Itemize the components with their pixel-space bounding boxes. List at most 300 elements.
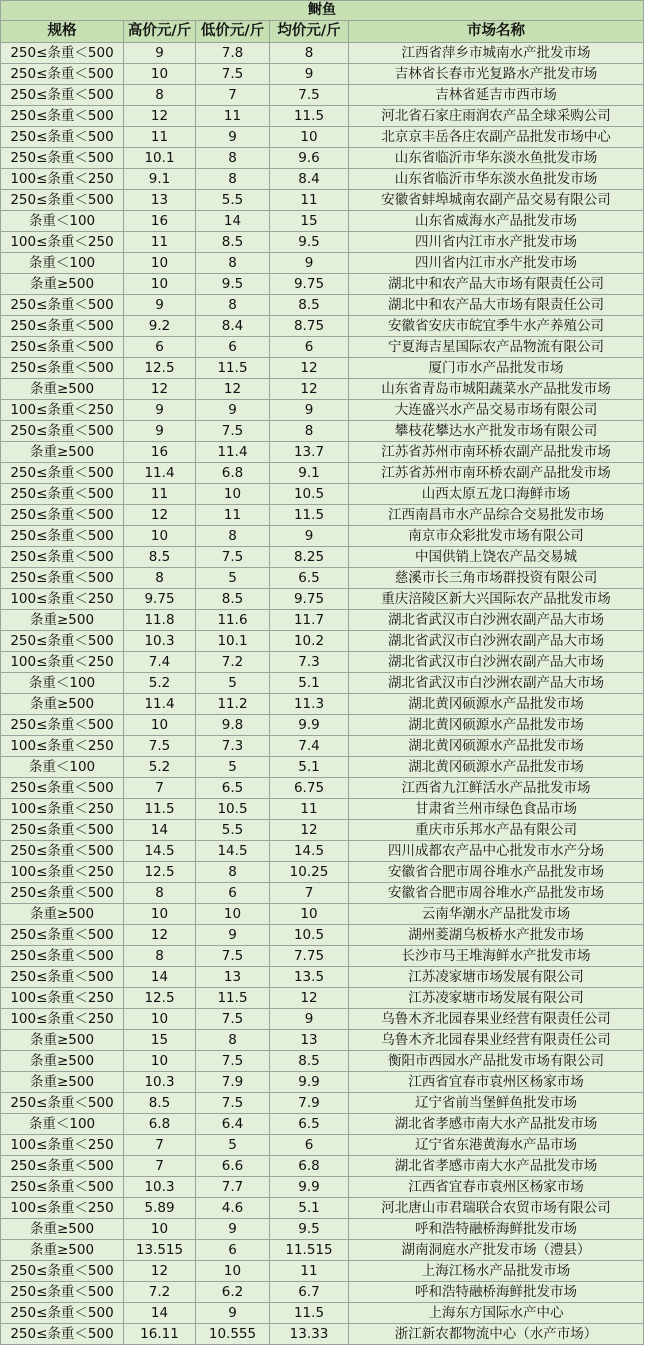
cell-high-price: 9 [124, 400, 196, 421]
cell-low-price: 9 [196, 400, 270, 421]
table-row [1, 484, 644, 505]
cell-spec: 100≤条重＜250 [1, 799, 124, 820]
table-body [1, 43, 644, 1345]
cell-avg-price: 6.8 [270, 1156, 349, 1177]
table-row [1, 85, 644, 106]
column-header-high-price: 高价元/斤 [124, 21, 196, 43]
cell-spec: 100≤条重＜250 [1, 400, 124, 421]
cell-low-price: 5 [196, 757, 270, 778]
cell-market: 四川省内江市水产批发市场 [349, 232, 644, 253]
cell-spec: 条重≥500 [1, 1240, 124, 1261]
table-row [1, 673, 644, 694]
cell-market: 长沙市马王堆海鲜水产批发市场 [349, 946, 644, 967]
cell-high-price: 5.89 [124, 1198, 196, 1219]
cell-low-price: 7 [196, 85, 270, 106]
cell-spec: 250≤条重＜500 [1, 778, 124, 799]
cell-spec: 条重≥500 [1, 610, 124, 631]
cell-low-price: 10.1 [196, 631, 270, 652]
cell-low-price: 8 [196, 526, 270, 547]
cell-high-price: 12 [124, 379, 196, 400]
table-row [1, 421, 644, 442]
cell-low-price: 10 [196, 484, 270, 505]
cell-avg-price: 6 [270, 337, 349, 358]
cell-market: 上海江杨水产品批发市场 [349, 1261, 644, 1282]
cell-avg-price: 9.9 [270, 1177, 349, 1198]
cell-high-price: 11 [124, 484, 196, 505]
cell-high-price: 13.515 [124, 1240, 196, 1261]
cell-spec: 250≤条重＜500 [1, 841, 124, 862]
cell-avg-price: 9.9 [270, 1072, 349, 1093]
cell-high-price: 10.1 [124, 148, 196, 169]
cell-high-price: 8.5 [124, 547, 196, 568]
cell-avg-price: 11 [270, 1261, 349, 1282]
cell-avg-price: 8.25 [270, 547, 349, 568]
cell-low-price: 11.5 [196, 358, 270, 379]
table-row [1, 1324, 644, 1345]
cell-market: 宁夏海吉星国际农产品物流有限公司 [349, 337, 644, 358]
cell-spec: 条重＜100 [1, 1114, 124, 1135]
cell-spec: 250≤条重＜500 [1, 568, 124, 589]
cell-high-price: 7 [124, 778, 196, 799]
table-row [1, 988, 644, 1009]
cell-market: 湖州菱湖乌板桥水产批发市场 [349, 925, 644, 946]
cell-avg-price: 10 [270, 127, 349, 148]
cell-high-price: 12.5 [124, 358, 196, 379]
cell-avg-price: 12 [270, 988, 349, 1009]
cell-avg-price: 7.5 [270, 85, 349, 106]
cell-avg-price: 7.3 [270, 652, 349, 673]
cell-low-price: 10 [196, 1261, 270, 1282]
cell-avg-price: 8.5 [270, 1051, 349, 1072]
cell-avg-price: 12 [270, 379, 349, 400]
cell-market: 江西省宜春市袁州区杨家市场 [349, 1177, 644, 1198]
table-row [1, 295, 644, 316]
cell-low-price: 8.4 [196, 316, 270, 337]
cell-high-price: 10.3 [124, 1072, 196, 1093]
cell-market: 山东省威海水产品批发市场 [349, 211, 644, 232]
cell-market: 湖北黄冈硕源水产品批发市场 [349, 715, 644, 736]
cell-low-price: 7.5 [196, 64, 270, 85]
cell-market: 山东省临沂市华东淡水鱼批发市场 [349, 169, 644, 190]
cell-low-price: 9 [196, 925, 270, 946]
cell-spec: 100≤条重＜250 [1, 988, 124, 1009]
cell-avg-price: 11.5 [270, 1303, 349, 1324]
cell-low-price: 11 [196, 106, 270, 127]
cell-high-price: 11.8 [124, 610, 196, 631]
cell-market: 云南华潮水产品批发市场 [349, 904, 644, 925]
cell-spec: 条重≥500 [1, 1072, 124, 1093]
cell-high-price: 8 [124, 568, 196, 589]
cell-spec: 100≤条重＜250 [1, 736, 124, 757]
cell-high-price: 14 [124, 820, 196, 841]
cell-low-price: 9 [196, 127, 270, 148]
cell-spec: 条重＜100 [1, 757, 124, 778]
column-header-market: 市场名称 [349, 21, 644, 43]
table-row [1, 505, 644, 526]
cell-low-price: 8 [196, 1030, 270, 1051]
cell-high-price: 11.4 [124, 694, 196, 715]
cell-market: 浙江新农都物流中心（水产市场） [349, 1324, 644, 1345]
cell-avg-price: 9 [270, 400, 349, 421]
cell-spec: 250≤条重＜500 [1, 967, 124, 988]
cell-spec: 250≤条重＜500 [1, 946, 124, 967]
cell-avg-price: 9.75 [270, 274, 349, 295]
table-title: 鲥鱼 [1, 1, 644, 21]
cell-high-price: 10 [124, 1051, 196, 1072]
cell-low-price: 10.5 [196, 799, 270, 820]
table-row [1, 568, 644, 589]
table-row [1, 190, 644, 211]
cell-high-price: 10.3 [124, 631, 196, 652]
cell-market: 大连盛兴水产品交易市场有限公司 [349, 400, 644, 421]
cell-avg-price: 7.4 [270, 736, 349, 757]
cell-avg-price: 7.9 [270, 1093, 349, 1114]
cell-avg-price: 9 [270, 1009, 349, 1030]
cell-low-price: 11.2 [196, 694, 270, 715]
table-row [1, 883, 644, 904]
cell-market: 江苏凌家塘市场发展有限公司 [349, 988, 644, 1009]
cell-high-price: 9.2 [124, 316, 196, 337]
cell-avg-price: 9.5 [270, 1219, 349, 1240]
cell-low-price: 4.6 [196, 1198, 270, 1219]
table-row [1, 526, 644, 547]
cell-spec: 条重≥500 [1, 694, 124, 715]
cell-low-price: 5.5 [196, 820, 270, 841]
cell-avg-price: 6.7 [270, 1282, 349, 1303]
cell-spec: 250≤条重＜500 [1, 1303, 124, 1324]
cell-market: 江苏省苏州市南环桥农副产品批发市场 [349, 463, 644, 484]
cell-low-price: 6 [196, 337, 270, 358]
cell-avg-price: 7 [270, 883, 349, 904]
table-row [1, 1156, 644, 1177]
cell-avg-price: 9.5 [270, 232, 349, 253]
cell-spec: 条重≥500 [1, 1051, 124, 1072]
cell-spec: 250≤条重＜500 [1, 358, 124, 379]
cell-low-price: 9 [196, 1303, 270, 1324]
table-row [1, 232, 644, 253]
cell-low-price: 7.5 [196, 1051, 270, 1072]
cell-avg-price: 12 [270, 820, 349, 841]
cell-avg-price: 10 [270, 904, 349, 925]
cell-avg-price: 13.33 [270, 1324, 349, 1345]
cell-spec: 250≤条重＜500 [1, 631, 124, 652]
cell-market: 山西太原五龙口海鲜市场 [349, 484, 644, 505]
table-row [1, 715, 644, 736]
cell-avg-price: 5.1 [270, 673, 349, 694]
cell-high-price: 16 [124, 211, 196, 232]
cell-high-price: 14 [124, 967, 196, 988]
cell-market: 湖北省武汉市白沙洲农副产品大市场 [349, 673, 644, 694]
cell-high-price: 9 [124, 421, 196, 442]
cell-high-price: 12 [124, 505, 196, 526]
table-row [1, 64, 644, 85]
cell-low-price: 12 [196, 379, 270, 400]
header-row [1, 21, 644, 43]
cell-spec: 250≤条重＜500 [1, 316, 124, 337]
table-row [1, 610, 644, 631]
cell-market: 中国供销上饶农产品交易城 [349, 547, 644, 568]
cell-spec: 250≤条重＜500 [1, 1324, 124, 1345]
cell-high-price: 10.3 [124, 1177, 196, 1198]
cell-high-price: 11 [124, 127, 196, 148]
table-row [1, 169, 644, 190]
cell-market: 安徽省合肥市周谷堆水产品批发市场 [349, 883, 644, 904]
cell-market: 衡阳市西园水产品批发市场有限公司 [349, 1051, 644, 1072]
cell-high-price: 9 [124, 43, 196, 64]
cell-high-price: 13 [124, 190, 196, 211]
cell-avg-price: 6.5 [270, 1114, 349, 1135]
cell-market: 辽宁省前当堡鲜鱼批发市场 [349, 1093, 644, 1114]
cell-avg-price: 14.5 [270, 841, 349, 862]
table-row [1, 1219, 644, 1240]
cell-avg-price: 6.5 [270, 568, 349, 589]
cell-spec: 250≤条重＜500 [1, 106, 124, 127]
cell-spec: 条重≥500 [1, 274, 124, 295]
cell-avg-price: 9.1 [270, 463, 349, 484]
table-row [1, 967, 644, 988]
cell-high-price: 10 [124, 64, 196, 85]
cell-avg-price: 10.2 [270, 631, 349, 652]
cell-avg-price: 12 [270, 358, 349, 379]
table-row [1, 43, 644, 64]
cell-spec: 250≤条重＜500 [1, 1282, 124, 1303]
cell-low-price: 10 [196, 904, 270, 925]
table-row [1, 1093, 644, 1114]
cell-low-price: 7.7 [196, 1177, 270, 1198]
table-row [1, 211, 644, 232]
table-row [1, 1009, 644, 1030]
cell-avg-price: 9.6 [270, 148, 349, 169]
cell-low-price: 5.5 [196, 190, 270, 211]
cell-spec: 100≤条重＜250 [1, 1198, 124, 1219]
cell-market: 吉林省延吉市西市场 [349, 85, 644, 106]
cell-spec: 条重＜100 [1, 253, 124, 274]
table-row [1, 148, 644, 169]
cell-low-price: 8 [196, 169, 270, 190]
cell-spec: 250≤条重＜500 [1, 85, 124, 106]
cell-market: 江西省宜春市袁州区杨家市场 [349, 1072, 644, 1093]
cell-low-price: 6.6 [196, 1156, 270, 1177]
cell-spec: 条重＜100 [1, 673, 124, 694]
cell-spec: 250≤条重＜500 [1, 547, 124, 568]
cell-high-price: 12 [124, 1261, 196, 1282]
cell-high-price: 7.4 [124, 652, 196, 673]
cell-market: 江西省萍乡市城南水产批发市场 [349, 43, 644, 64]
cell-avg-price: 11.7 [270, 610, 349, 631]
cell-market: 攀枝花攀达水产批发市场有限公司 [349, 421, 644, 442]
cell-spec: 条重＜100 [1, 211, 124, 232]
cell-high-price: 7.2 [124, 1282, 196, 1303]
cell-low-price: 6 [196, 1240, 270, 1261]
cell-avg-price: 9 [270, 64, 349, 85]
cell-high-price: 16.11 [124, 1324, 196, 1345]
table-row [1, 1072, 644, 1093]
cell-low-price: 9.5 [196, 274, 270, 295]
cell-avg-price: 5.1 [270, 1198, 349, 1219]
cell-low-price: 8 [196, 253, 270, 274]
cell-high-price: 9 [124, 295, 196, 316]
table-row [1, 106, 644, 127]
cell-avg-price: 11 [270, 799, 349, 820]
cell-low-price: 8.5 [196, 232, 270, 253]
cell-spec: 250≤条重＜500 [1, 64, 124, 85]
cell-high-price: 14 [124, 1303, 196, 1324]
cell-spec: 250≤条重＜500 [1, 505, 124, 526]
cell-high-price: 6 [124, 337, 196, 358]
cell-high-price: 9.1 [124, 169, 196, 190]
cell-low-price: 7.9 [196, 1072, 270, 1093]
cell-spec: 250≤条重＜500 [1, 295, 124, 316]
cell-market: 湖北中和农产品大市场有限责任公司 [349, 295, 644, 316]
cell-market: 江西南昌市水产品综合交易批发市场 [349, 505, 644, 526]
cell-low-price: 11.4 [196, 442, 270, 463]
table-row [1, 358, 644, 379]
cell-avg-price: 11 [270, 190, 349, 211]
cell-low-price: 7.8 [196, 43, 270, 64]
cell-avg-price: 9 [270, 526, 349, 547]
cell-high-price: 10 [124, 526, 196, 547]
cell-avg-price: 10.5 [270, 925, 349, 946]
table-row [1, 337, 644, 358]
cell-market: 南京市众彩批发市场有限公司 [349, 526, 644, 547]
cell-avg-price: 8.4 [270, 169, 349, 190]
cell-low-price: 6.2 [196, 1282, 270, 1303]
table-row [1, 862, 644, 883]
cell-high-price: 8.5 [124, 1093, 196, 1114]
cell-market: 山东省青岛市城阳蔬菜水产品批发市场 [349, 379, 644, 400]
cell-avg-price: 11.5 [270, 106, 349, 127]
cell-spec: 250≤条重＜500 [1, 484, 124, 505]
cell-market: 慈溪市长三角市场群投资有限公司 [349, 568, 644, 589]
cell-high-price: 10 [124, 715, 196, 736]
table-row [1, 736, 644, 757]
cell-spec: 条重≥500 [1, 442, 124, 463]
cell-market: 安徽省蚌埠城南农副产品交易有限公司 [349, 190, 644, 211]
cell-high-price: 10 [124, 1009, 196, 1030]
cell-low-price: 7.5 [196, 1009, 270, 1030]
cell-low-price: 7.3 [196, 736, 270, 757]
cell-low-price: 13 [196, 967, 270, 988]
cell-market: 湖北省武汉市白沙洲农副产品大市场 [349, 652, 644, 673]
cell-high-price: 12.5 [124, 862, 196, 883]
cell-avg-price: 6 [270, 1135, 349, 1156]
table-row [1, 316, 644, 337]
cell-high-price: 11.4 [124, 463, 196, 484]
cell-high-price: 8 [124, 883, 196, 904]
cell-low-price: 11 [196, 505, 270, 526]
cell-market: 重庆市乐邦水产品有限公司 [349, 820, 644, 841]
cell-avg-price: 9.75 [270, 589, 349, 610]
cell-high-price: 7.5 [124, 736, 196, 757]
cell-market: 四川成都农产品中心批发市水产分场 [349, 841, 644, 862]
cell-spec: 条重≥500 [1, 1030, 124, 1051]
cell-low-price: 11.6 [196, 610, 270, 631]
cell-high-price: 8 [124, 946, 196, 967]
table-row [1, 379, 644, 400]
cell-spec: 250≤条重＜500 [1, 1156, 124, 1177]
column-header-low-price: 低价元/斤 [196, 21, 270, 43]
table-row [1, 463, 644, 484]
cell-high-price: 7 [124, 1135, 196, 1156]
column-header-avg-price: 均价元/斤 [270, 21, 349, 43]
column-header-spec: 规格 [1, 21, 124, 43]
table-row [1, 1198, 644, 1219]
cell-spec: 250≤条重＜500 [1, 883, 124, 904]
table-row [1, 652, 644, 673]
cell-market: 四川省内江市水产批发市场 [349, 253, 644, 274]
cell-spec: 250≤条重＜500 [1, 421, 124, 442]
cell-low-price: 6.4 [196, 1114, 270, 1135]
cell-low-price: 14.5 [196, 841, 270, 862]
cell-avg-price: 11.515 [270, 1240, 349, 1261]
cell-high-price: 7 [124, 1156, 196, 1177]
cell-market: 湖北省孝感市南大水产品批发市场 [349, 1114, 644, 1135]
cell-market: 河北省石家庄雨润农产品全球采购公司 [349, 106, 644, 127]
cell-spec: 100≤条重＜250 [1, 652, 124, 673]
cell-spec: 250≤条重＜500 [1, 190, 124, 211]
cell-market: 山东省临沂市华东淡水鱼批发市场 [349, 148, 644, 169]
cell-avg-price: 11.3 [270, 694, 349, 715]
cell-market: 北京京丰岳各庄农副产品批发市场中心 [349, 127, 644, 148]
table-row [1, 1282, 644, 1303]
table-row [1, 925, 644, 946]
cell-market: 湖北中和农产品大市场有限责任公司 [349, 274, 644, 295]
cell-high-price: 12 [124, 106, 196, 127]
cell-low-price: 9.8 [196, 715, 270, 736]
cell-high-price: 10 [124, 904, 196, 925]
cell-market: 湖北黄冈硕源水产品批发市场 [349, 694, 644, 715]
cell-avg-price: 13.7 [270, 442, 349, 463]
cell-market: 呼和浩特融桥海鲜批发市场 [349, 1219, 644, 1240]
cell-high-price: 11.5 [124, 799, 196, 820]
cell-avg-price: 10.5 [270, 484, 349, 505]
cell-spec: 250≤条重＜500 [1, 127, 124, 148]
cell-spec: 100≤条重＜250 [1, 862, 124, 883]
cell-avg-price: 7.75 [270, 946, 349, 967]
cell-spec: 100≤条重＜250 [1, 589, 124, 610]
cell-low-price: 7.5 [196, 946, 270, 967]
cell-market: 江西省九江鲜活水产品批发市场 [349, 778, 644, 799]
table-row [1, 1261, 644, 1282]
table-row [1, 1051, 644, 1072]
cell-avg-price: 13 [270, 1030, 349, 1051]
cell-high-price: 12.5 [124, 988, 196, 1009]
cell-low-price: 10.555 [196, 1324, 270, 1345]
table-row [1, 631, 644, 652]
table-row [1, 253, 644, 274]
cell-low-price: 8 [196, 295, 270, 316]
cell-market: 湖北省武汉市白沙洲农副产品大市场 [349, 610, 644, 631]
cell-market: 江苏凌家塘市场发展有限公司 [349, 967, 644, 988]
cell-avg-price: 8 [270, 43, 349, 64]
table-row [1, 1303, 644, 1324]
table-row [1, 778, 644, 799]
cell-low-price: 11.5 [196, 988, 270, 1009]
cell-low-price: 7.2 [196, 652, 270, 673]
cell-low-price: 9 [196, 1219, 270, 1240]
cell-avg-price: 9.9 [270, 715, 349, 736]
cell-market: 湖北黄冈硕源水产品批发市场 [349, 736, 644, 757]
cell-low-price: 5 [196, 568, 270, 589]
cell-low-price: 14 [196, 211, 270, 232]
table-row [1, 904, 644, 925]
cell-spec: 250≤条重＜500 [1, 526, 124, 547]
cell-high-price: 5.2 [124, 757, 196, 778]
cell-avg-price: 8 [270, 421, 349, 442]
cell-avg-price: 8.5 [270, 295, 349, 316]
cell-high-price: 14.5 [124, 841, 196, 862]
cell-spec: 250≤条重＜500 [1, 1093, 124, 1114]
